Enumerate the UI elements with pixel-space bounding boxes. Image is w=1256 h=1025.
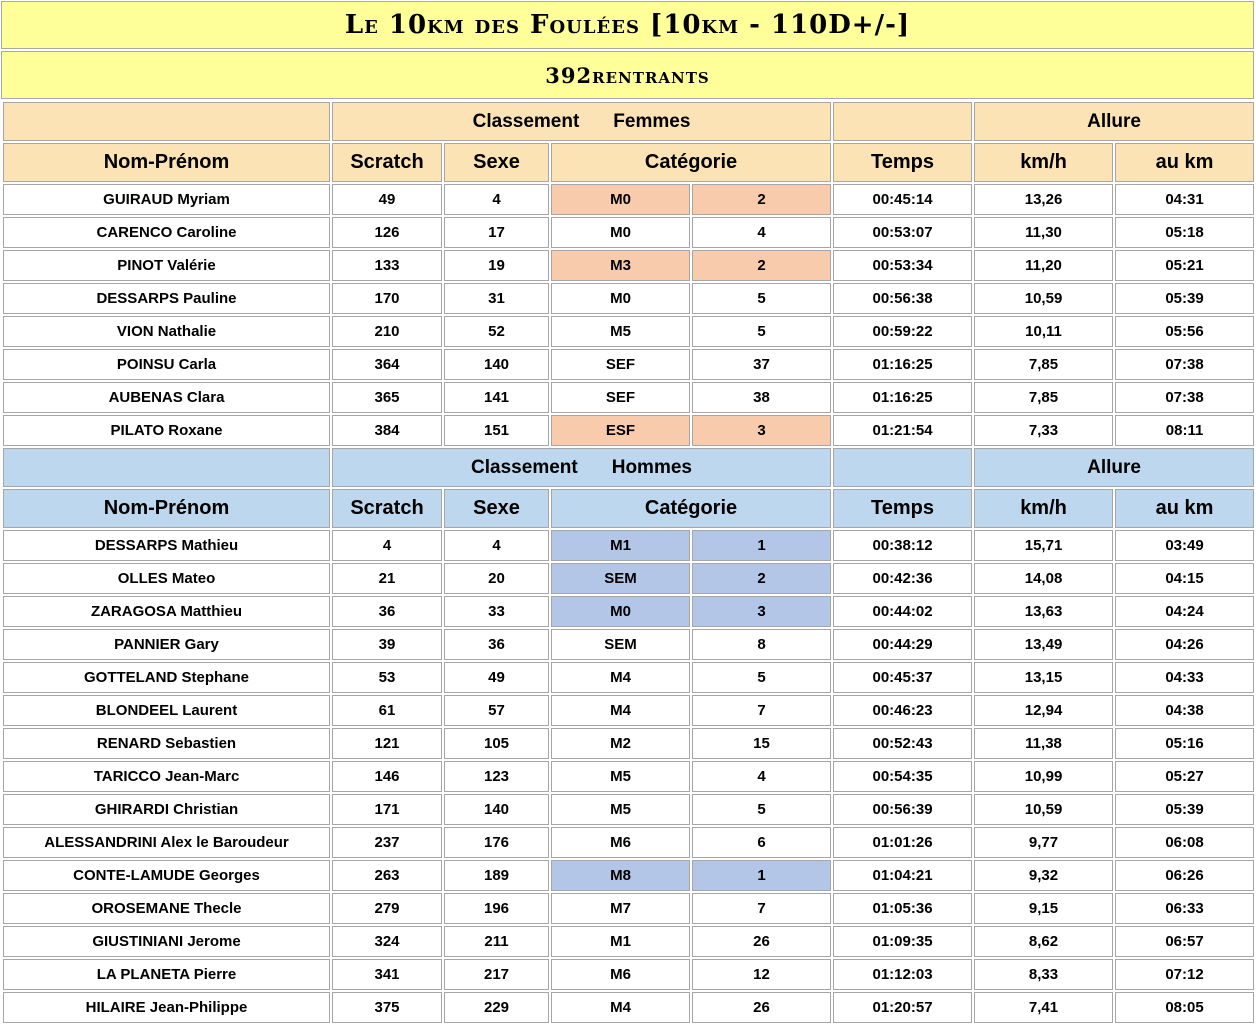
pace-per-km: 05:56 bbox=[1115, 316, 1254, 347]
femmes-column-header bbox=[3, 143, 1254, 182]
sexe-rank: 211 bbox=[444, 926, 549, 957]
hommes-label: Hommes bbox=[611, 456, 692, 478]
speed-kmh: 13,15 bbox=[974, 662, 1113, 693]
finish-time: 00:52:43 bbox=[833, 728, 972, 759]
category-rank: 4 bbox=[692, 217, 831, 248]
classement-label: Classement bbox=[472, 110, 580, 132]
runner-name: ZARAGOSA Matthieu bbox=[3, 596, 330, 627]
pace-per-km: 05:16 bbox=[1115, 728, 1254, 759]
runner-name: POINSU Carla bbox=[3, 349, 330, 380]
sexe-rank: 196 bbox=[444, 893, 549, 924]
category-rank: 7 bbox=[692, 695, 831, 726]
scratch-rank: 364 bbox=[332, 349, 442, 380]
speed-kmh: 11,30 bbox=[974, 217, 1113, 248]
sexe-rank: 4 bbox=[444, 530, 549, 561]
speed-kmh: 9,32 bbox=[974, 860, 1113, 891]
sexe-rank: 33 bbox=[444, 596, 549, 627]
pace-per-km: 04:24 bbox=[1115, 596, 1254, 627]
sexe-rank: 20 bbox=[444, 563, 549, 594]
speed-kmh: 14,08 bbox=[974, 563, 1113, 594]
pace-per-km: 04:15 bbox=[1115, 563, 1254, 594]
finish-time: 00:45:14 bbox=[833, 184, 972, 215]
category-rank: 26 bbox=[692, 926, 831, 957]
table-row bbox=[3, 926, 1254, 957]
pace-per-km: 03:49 bbox=[1115, 530, 1254, 561]
finish-time: 00:46:23 bbox=[833, 695, 972, 726]
hommes-group-header bbox=[3, 448, 1254, 487]
sexe-rank: 36 bbox=[444, 629, 549, 660]
pace-per-km: 04:26 bbox=[1115, 629, 1254, 660]
category-rank: 3 bbox=[692, 596, 831, 627]
scratch-rank: 384 bbox=[332, 415, 442, 446]
category: M1 bbox=[551, 530, 690, 561]
table-row bbox=[3, 662, 1254, 693]
category-rank: 3 bbox=[692, 415, 831, 446]
scratch-rank: 237 bbox=[332, 827, 442, 858]
category-rank: 12 bbox=[692, 959, 831, 990]
category: M4 bbox=[551, 992, 690, 1023]
temps-group-blank bbox=[833, 102, 972, 141]
scratch-rank: 171 bbox=[332, 794, 442, 825]
runner-name: GHIRARDI Christian bbox=[3, 794, 330, 825]
scratch-rank: 61 bbox=[332, 695, 442, 726]
col-categorie-header: Catégorie bbox=[551, 143, 831, 182]
allure-header: Allure bbox=[974, 102, 1254, 141]
finish-time: 00:45:37 bbox=[833, 662, 972, 693]
category: M8 bbox=[551, 860, 690, 891]
table-row bbox=[3, 316, 1254, 347]
femmes-label: Femmes bbox=[613, 110, 691, 132]
speed-kmh: 10,99 bbox=[974, 761, 1113, 792]
finish-time: 00:59:22 bbox=[833, 316, 972, 347]
category-rank: 6 bbox=[692, 827, 831, 858]
runner-name: GIUSTINIANI Jerome bbox=[3, 926, 330, 957]
col-categorie-header: Catégorie bbox=[551, 489, 831, 528]
category: ESF bbox=[551, 415, 690, 446]
pace-per-km: 05:21 bbox=[1115, 250, 1254, 281]
pace-per-km: 06:26 bbox=[1115, 860, 1254, 891]
runner-name: PANNIER Gary bbox=[3, 629, 330, 660]
finish-time: 00:38:12 bbox=[833, 530, 972, 561]
category: SEM bbox=[551, 629, 690, 660]
scratch-rank: 324 bbox=[332, 926, 442, 957]
category-rank: 5 bbox=[692, 283, 831, 314]
category: M0 bbox=[551, 283, 690, 314]
speed-kmh: 13,49 bbox=[974, 629, 1113, 660]
sexe-rank: 31 bbox=[444, 283, 549, 314]
finish-time: 01:20:57 bbox=[833, 992, 972, 1023]
runner-name: GOTTELAND Stephane bbox=[3, 662, 330, 693]
category-rank: 38 bbox=[692, 382, 831, 413]
runner-name: HILAIRE Jean-Philippe bbox=[3, 992, 330, 1023]
race-title: Le 10km des Foulées [10km - 110D+/-] bbox=[1, 1, 1254, 49]
col-scratch-header: Scratch bbox=[332, 489, 442, 528]
scratch-rank: 263 bbox=[332, 860, 442, 891]
category-rank: 15 bbox=[692, 728, 831, 759]
category-rank: 37 bbox=[692, 349, 831, 380]
scratch-rank: 375 bbox=[332, 992, 442, 1023]
category-rank: 1 bbox=[692, 860, 831, 891]
group-header-blank bbox=[3, 448, 330, 487]
finish-time: 01:16:25 bbox=[833, 349, 972, 380]
col-name-header: Nom-Prénom bbox=[3, 143, 330, 182]
table-row bbox=[3, 761, 1254, 792]
table-row bbox=[3, 283, 1254, 314]
col-kmh-header: km/h bbox=[974, 143, 1113, 182]
finishers-subtitle: 392rentrants bbox=[1, 51, 1254, 99]
speed-kmh: 7,33 bbox=[974, 415, 1113, 446]
table-row bbox=[3, 217, 1254, 248]
category-rank: 4 bbox=[692, 761, 831, 792]
category: M5 bbox=[551, 794, 690, 825]
table-row bbox=[3, 530, 1254, 561]
scratch-rank: 146 bbox=[332, 761, 442, 792]
scratch-rank: 126 bbox=[332, 217, 442, 248]
runner-name: PILATO Roxane bbox=[3, 415, 330, 446]
sexe-rank: 176 bbox=[444, 827, 549, 858]
pace-per-km: 06:33 bbox=[1115, 893, 1254, 924]
category: M1 bbox=[551, 926, 690, 957]
runner-name: BLONDEEL Laurent bbox=[3, 695, 330, 726]
table-row bbox=[3, 959, 1254, 990]
scratch-rank: 53 bbox=[332, 662, 442, 693]
group-header-blank bbox=[3, 102, 330, 141]
category: M6 bbox=[551, 827, 690, 858]
runner-name: DESSARPS Mathieu bbox=[3, 530, 330, 561]
category: SEF bbox=[551, 382, 690, 413]
pace-per-km: 06:08 bbox=[1115, 827, 1254, 858]
scratch-rank: 341 bbox=[332, 959, 442, 990]
speed-kmh: 7,41 bbox=[974, 992, 1113, 1023]
pace-per-km: 05:39 bbox=[1115, 283, 1254, 314]
scratch-rank: 4 bbox=[332, 530, 442, 561]
sexe-rank: 19 bbox=[444, 250, 549, 281]
pace-per-km: 08:11 bbox=[1115, 415, 1254, 446]
finish-time: 00:44:02 bbox=[833, 596, 972, 627]
sexe-rank: 123 bbox=[444, 761, 549, 792]
temps-group-blank bbox=[833, 448, 972, 487]
scratch-rank: 210 bbox=[332, 316, 442, 347]
finish-time: 00:53:07 bbox=[833, 217, 972, 248]
col-temps-header: Temps bbox=[833, 489, 972, 528]
sexe-rank: 217 bbox=[444, 959, 549, 990]
category-rank: 5 bbox=[692, 662, 831, 693]
pace-per-km: 05:39 bbox=[1115, 794, 1254, 825]
finish-time: 00:56:39 bbox=[833, 794, 972, 825]
category: SEM bbox=[551, 563, 690, 594]
finish-time: 00:44:29 bbox=[833, 629, 972, 660]
scratch-rank: 170 bbox=[332, 283, 442, 314]
runner-name: CARENCO Caroline bbox=[3, 217, 330, 248]
speed-kmh: 10,11 bbox=[974, 316, 1113, 347]
col-kmh-header: km/h bbox=[974, 489, 1113, 528]
col-sexe-header: Sexe bbox=[444, 489, 549, 528]
table-row bbox=[3, 992, 1254, 1023]
runner-name: LA PLANETA Pierre bbox=[3, 959, 330, 990]
category-rank: 2 bbox=[692, 563, 831, 594]
col-aukm-header: au km bbox=[1115, 489, 1254, 528]
scratch-rank: 21 bbox=[332, 563, 442, 594]
pace-per-km: 07:12 bbox=[1115, 959, 1254, 990]
scratch-rank: 49 bbox=[332, 184, 442, 215]
pace-per-km: 06:57 bbox=[1115, 926, 1254, 957]
category-rank: 26 bbox=[692, 992, 831, 1023]
table-row bbox=[3, 629, 1254, 660]
sexe-rank: 140 bbox=[444, 349, 549, 380]
sexe-rank: 49 bbox=[444, 662, 549, 693]
pace-per-km: 07:38 bbox=[1115, 382, 1254, 413]
category-rank: 2 bbox=[692, 250, 831, 281]
scratch-rank: 121 bbox=[332, 728, 442, 759]
speed-kmh: 7,85 bbox=[974, 349, 1113, 380]
category: M4 bbox=[551, 695, 690, 726]
sexe-rank: 57 bbox=[444, 695, 549, 726]
category-rank: 5 bbox=[692, 794, 831, 825]
sexe-rank: 141 bbox=[444, 382, 549, 413]
finish-time: 01:09:35 bbox=[833, 926, 972, 957]
pace-per-km: 07:38 bbox=[1115, 349, 1254, 380]
finish-time: 01:04:21 bbox=[833, 860, 972, 891]
pace-per-km: 04:33 bbox=[1115, 662, 1254, 693]
runner-name: TARICCO Jean-Marc bbox=[3, 761, 330, 792]
pace-per-km: 05:18 bbox=[1115, 217, 1254, 248]
table-row bbox=[3, 250, 1254, 281]
speed-kmh: 10,59 bbox=[974, 794, 1113, 825]
category-rank: 7 bbox=[692, 893, 831, 924]
speed-kmh: 10,59 bbox=[974, 283, 1113, 314]
scratch-rank: 133 bbox=[332, 250, 442, 281]
table-row bbox=[3, 596, 1254, 627]
runner-name: RENARD Sebastien bbox=[3, 728, 330, 759]
col-temps-header: Temps bbox=[833, 143, 972, 182]
speed-kmh: 11,38 bbox=[974, 728, 1113, 759]
sexe-rank: 105 bbox=[444, 728, 549, 759]
category-rank: 8 bbox=[692, 629, 831, 660]
col-sexe-header: Sexe bbox=[444, 143, 549, 182]
speed-kmh: 9,77 bbox=[974, 827, 1113, 858]
finish-time: 01:12:03 bbox=[833, 959, 972, 990]
category: M5 bbox=[551, 316, 690, 347]
runner-name: PINOT Valérie bbox=[3, 250, 330, 281]
category: M7 bbox=[551, 893, 690, 924]
runner-name: AUBENAS Clara bbox=[3, 382, 330, 413]
runner-name: ALESSANDRINI Alex le Baroudeur bbox=[3, 827, 330, 858]
table-row bbox=[3, 728, 1254, 759]
scratch-rank: 279 bbox=[332, 893, 442, 924]
category-rank: 5 bbox=[692, 316, 831, 347]
category: M0 bbox=[551, 184, 690, 215]
category-rank: 1 bbox=[692, 530, 831, 561]
runner-name: DESSARPS Pauline bbox=[3, 283, 330, 314]
runner-name: VION Nathalie bbox=[3, 316, 330, 347]
pace-per-km: 05:27 bbox=[1115, 761, 1254, 792]
category: M2 bbox=[551, 728, 690, 759]
table-row bbox=[3, 860, 1254, 891]
pace-per-km: 04:38 bbox=[1115, 695, 1254, 726]
speed-kmh: 9,15 bbox=[974, 893, 1113, 924]
speed-kmh: 13,26 bbox=[974, 184, 1113, 215]
category-rank: 2 bbox=[692, 184, 831, 215]
classement-label: Classement bbox=[471, 456, 578, 478]
category: M3 bbox=[551, 250, 690, 281]
runner-name: GUIRAUD Myriam bbox=[3, 184, 330, 215]
scratch-rank: 39 bbox=[332, 629, 442, 660]
sexe-rank: 140 bbox=[444, 794, 549, 825]
speed-kmh: 8,33 bbox=[974, 959, 1113, 990]
table-row bbox=[3, 349, 1254, 380]
results-table-body bbox=[3, 102, 1254, 1023]
femmes-ranking-header bbox=[332, 102, 831, 141]
pace-per-km: 04:31 bbox=[1115, 184, 1254, 215]
category: SEF bbox=[551, 349, 690, 380]
category: M5 bbox=[551, 761, 690, 792]
allure-header: Allure bbox=[974, 448, 1254, 487]
col-scratch-header: Scratch bbox=[332, 143, 442, 182]
table-row bbox=[3, 794, 1254, 825]
sexe-rank: 17 bbox=[444, 217, 549, 248]
category: M0 bbox=[551, 217, 690, 248]
finish-time: 00:54:35 bbox=[833, 761, 972, 792]
speed-kmh: 12,94 bbox=[974, 695, 1113, 726]
runner-name: CONTE-LAMUDE Georges bbox=[3, 860, 330, 891]
speed-kmh: 13,63 bbox=[974, 596, 1113, 627]
hommes-ranking-header bbox=[332, 448, 831, 487]
col-aukm-header: au km bbox=[1115, 143, 1254, 182]
scratch-rank: 36 bbox=[332, 596, 442, 627]
speed-kmh: 7,85 bbox=[974, 382, 1113, 413]
pace-per-km: 08:05 bbox=[1115, 992, 1254, 1023]
hommes-column-header bbox=[3, 489, 1254, 528]
table-row bbox=[3, 184, 1254, 215]
finish-time: 00:42:36 bbox=[833, 563, 972, 594]
table-row bbox=[3, 695, 1254, 726]
table-row bbox=[3, 827, 1254, 858]
category: M0 bbox=[551, 596, 690, 627]
table-row bbox=[3, 382, 1254, 413]
table-row bbox=[3, 563, 1254, 594]
finish-time: 01:05:36 bbox=[833, 893, 972, 924]
sexe-rank: 229 bbox=[444, 992, 549, 1023]
sexe-rank: 4 bbox=[444, 184, 549, 215]
femmes-group-header bbox=[3, 102, 1254, 141]
sexe-rank: 151 bbox=[444, 415, 549, 446]
table-row bbox=[3, 415, 1254, 446]
scratch-rank: 365 bbox=[332, 382, 442, 413]
speed-kmh: 8,62 bbox=[974, 926, 1113, 957]
speed-kmh: 11,20 bbox=[974, 250, 1113, 281]
col-name-header: Nom-Prénom bbox=[3, 489, 330, 528]
sexe-rank: 52 bbox=[444, 316, 549, 347]
finish-time: 00:56:38 bbox=[833, 283, 972, 314]
finish-time: 01:21:54 bbox=[833, 415, 972, 446]
runner-name: OROSEMANE Thecle bbox=[3, 893, 330, 924]
table-row bbox=[3, 893, 1254, 924]
finish-time: 00:53:34 bbox=[833, 250, 972, 281]
category: M6 bbox=[551, 959, 690, 990]
finish-time: 01:16:25 bbox=[833, 382, 972, 413]
runner-name: OLLES Mateo bbox=[3, 563, 330, 594]
results-table bbox=[1, 100, 1256, 1025]
finish-time: 01:01:26 bbox=[833, 827, 972, 858]
sexe-rank: 189 bbox=[444, 860, 549, 891]
category: M4 bbox=[551, 662, 690, 693]
speed-kmh: 15,71 bbox=[974, 530, 1113, 561]
